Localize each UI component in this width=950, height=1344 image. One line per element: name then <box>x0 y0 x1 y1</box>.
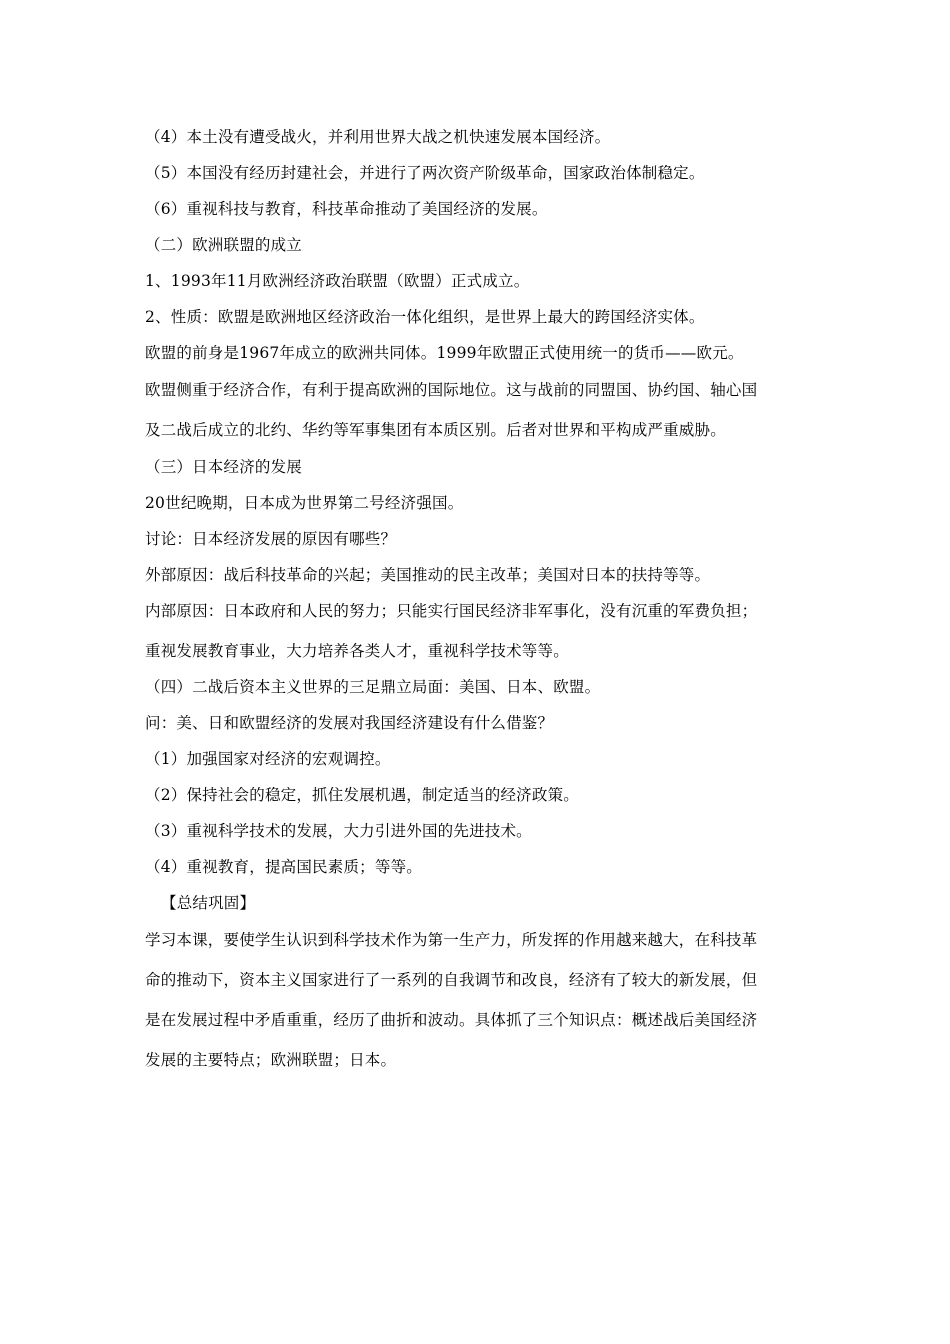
text-line: 外部原因：战后科技革命的兴起；美国推动的民主改革；美国对日本的扶持等等。 <box>145 566 711 584</box>
text-line: 讨论：日本经济发展的原因有哪些？ <box>145 530 397 548</box>
text-line: 内部原因：日本政府和人民的努力；只能实行国民经济非军事化，没有沉重的军费负担； <box>145 602 758 620</box>
text-line: 2、性质：欧盟是欧洲地区经济政治一体化组织，是世界上最大的跨国经济实体。 <box>145 308 705 326</box>
text-line: 及二战后成立的北约、华约等军事集团有本质区别。后者对世界和平构成严重威胁。 <box>145 421 726 439</box>
list-item: （2）保持社会的稳定，抓住发展机遇，制定适当的经济政策。 <box>145 786 579 804</box>
summary-heading: 【总结巩固】 <box>161 894 256 912</box>
text-line: 欧盟侧重于经济合作，有利于提高欧洲的国际地位。这与战前的同盟国、协约国、轴心国 <box>145 381 758 399</box>
text-line: 学习本课，要使学生认识到科学技术作为第一生产力，所发挥的作用越来越大，在科技革 <box>145 931 758 949</box>
list-item: （3）重视科学技术的发展，大力引进外国的先进技术。 <box>145 822 532 840</box>
text-line: 欧盟的前身是1967年成立的欧洲共同体。1999年欧盟正式使用统一的货币——欧元。 <box>145 344 744 362</box>
list-item: （1）加强国家对经济的宏观调控。 <box>145 750 391 768</box>
text-line: （4）本土没有遭受战火，并利用世界大战之机快速发展本国经济。 <box>145 128 611 146</box>
section-heading: （四）二战后资本主义世界的三足鼎立局面：美国、日本、欧盟。 <box>145 678 601 696</box>
text-line: 发展的主要特点；欧洲联盟；日本。 <box>145 1051 397 1069</box>
section-heading: （二）欧洲联盟的成立 <box>145 236 303 254</box>
text-line: （6）重视科技与教育，科技革命推动了美国经济的发展。 <box>145 200 548 218</box>
list-item: （4）重视教育，提高国民素质；等等。 <box>145 858 422 876</box>
text-line: 是在发展过程中矛盾重重，经历了曲折和波动。具体抓了三个知识点：概述战后美国经济 <box>145 1011 758 1029</box>
text-line: 命的推动下，资本主义国家进行了一系列的自我调节和改良，经济有了较大的新发展，但 <box>145 971 758 989</box>
text-line: 1、1993年11月欧洲经济政治联盟（欧盟）正式成立。 <box>145 272 530 290</box>
section-heading: （三）日本经济的发展 <box>145 458 303 476</box>
text-line: 20世纪晚期，日本成为世界第二号经济强国。 <box>145 494 464 512</box>
text-line: 重视发展教育事业，大力培养各类人才，重视科学技术等等。 <box>145 642 569 660</box>
text-line: 问：美、日和欧盟经济的发展对我国经济建设有什么借鉴？ <box>145 714 554 732</box>
text-line: （5）本国没有经历封建社会，并进行了两次资产阶级革命，国家政治体制稳定。 <box>145 164 705 182</box>
